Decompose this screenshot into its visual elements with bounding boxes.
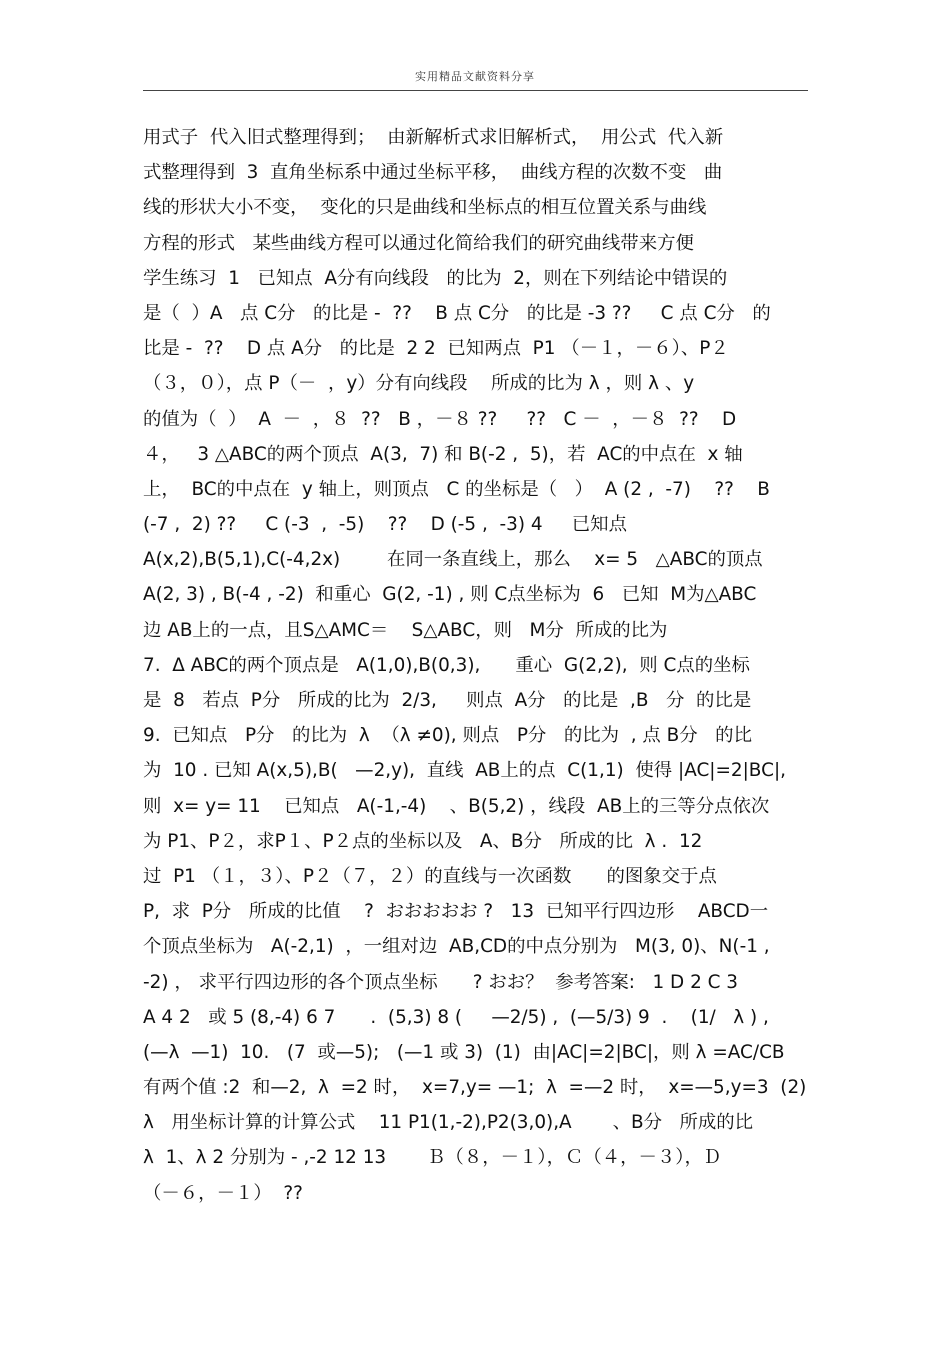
text-line: 用式子 代入旧式整理得到； 由新解析式求旧解析式， 用公式 代入新: [143, 127, 724, 148]
text-line: 的值为（ ） A － ，８ ?? B ，－８ ?? ?? C － ，－８ ?? D: [143, 408, 737, 430]
text-line: 过 P1 （１，３）、P２（７，２）的直线与一次函数 的图象交于点: [143, 865, 717, 887]
text-line: A 4 2 或 5 (8,-4) 6 7 . (5,3) 8 ( —2/5) , (—5/3) 9 . (1/ λ ) ,: [143, 1006, 769, 1028]
document-body: [143, 120, 815, 1211]
text-line: 边 AB上的一点，且S△AMC＝ S△ABC，则 M分 所成的比为: [143, 619, 668, 641]
text-line: λ 1、λ 2 分别为 - ,-2 12 13 Ｂ（８，－１），Ｃ（４，－３），Ｄ: [143, 1147, 722, 1169]
header-divider: [143, 90, 808, 91]
text-line: 是 8 若点 P分 所成的比为 2/3, 则点 A分 的比是 ,B 分 的比是: [143, 690, 752, 711]
text-line: 有两个值 :2 和—2, λ =2 时， x=7,y= —1; λ =—2 时， x=—5,y=3 (2): [143, 1077, 807, 1099]
text-line: (—λ —1) 10. (7 或—5); (—1 或 3) (1) 由|AC|=2|BC|，则 λ =AC/CB: [143, 1041, 785, 1063]
text-line: A(2, 3) , B(-4 , -2) 和重心 G(2, -1) , 则 C点坐标为 6 已知 M为△ABC: [143, 584, 757, 606]
text-line: λ 用坐标计算的计算公式 11 P1(1,-2),P2(3,0),A 、B分 所成的比: [143, 1112, 754, 1134]
text-line: 个顶点坐标为 A(-2,1) ，一组对边 AB,CD的中点分别为 M(3, 0)、N(-1 ,: [143, 936, 770, 958]
text-line: ４， 3 △ABC的两个顶点 A(3, 7) 和 B(-2 , 5)，若 AC的中点在 x 轴: [143, 443, 743, 465]
text-line: 7. Δ ABC的两个顶点是 A(1,0),B(0,3), 重心 G(2,2), 则 C点的坐标: [143, 654, 750, 676]
text-line: P, 求 P分 所成的比值 ? おおおおお ? 13 已知平行四边形 ABCD一: [143, 901, 769, 923]
text-line: 则 x= y= 11 已知点 A(-1,-4) 、B(5,2) ，线段 AB上的三等分点依次: [143, 795, 770, 817]
text-line: 是（ ）A 点 C分 的比是 - ?? B 点 C分 的比是 -3 ?? C 点 C分 的: [143, 302, 771, 324]
text-line: 学生练习 1 已知点 A分有向线段 的比为 2，则在下列结论中错误的: [143, 267, 728, 289]
text-line: 为 P1、P２，求P１、P２点的坐标以及 A、B分 所成的比 λ . 12: [143, 830, 703, 852]
text-line: 线的形状大小不变， 变化的只是曲线和坐标点的相互位置关系与曲线: [143, 197, 707, 219]
text-line: -2) ， 求平行四边形的各个顶点坐标 ? おお？ 参考答案: 1 D 2 C 3: [143, 971, 739, 993]
text-line: (-7 , 2) ?? C (-3 , -5) ?? D (-5 , -3) 4 已知点: [143, 514, 627, 536]
text-line: 方程的形式 某些曲线方程可以通过化简给我们的研究曲线带来方便: [143, 232, 694, 254]
text-line: （－６，－１） ??: [143, 1182, 303, 1204]
text-line: （３，０），点 P（－ ，y）分有向线段 所成的比为 λ ，则 λ 、y: [143, 373, 695, 395]
text-line: 9. 已知点 P分 的比为 λ （λ ≠0), 则点 P分 的比为 , 点 B分 的比: [143, 725, 752, 747]
text-line: 为 10 . 已知 A(x,5),B( —2,y), 直线 AB上的点 C(1,1) 使得 |AC|=2|BC|,: [143, 760, 786, 782]
page-header: 实用精品文献资料分享: [415, 70, 535, 83]
text-line: 上， BC的中点在 y 轴上，则顶点 C 的坐标是（ ） A (2 , -7) ?? B: [143, 478, 770, 500]
text-line: A(x,2),B(5,1),C(-4,2x) 在同一条直线上，那么 x= 5 △ABC的顶点: [143, 549, 763, 571]
text-line: 比是 - ?? D 点 A分 的比是 2 2 已知两点 P1 （－１，－６）、P２: [143, 338, 729, 360]
text-line: 式整理得到 3 直角坐标系中通过坐标平移， 曲线方程的次数不变 曲: [143, 162, 723, 184]
